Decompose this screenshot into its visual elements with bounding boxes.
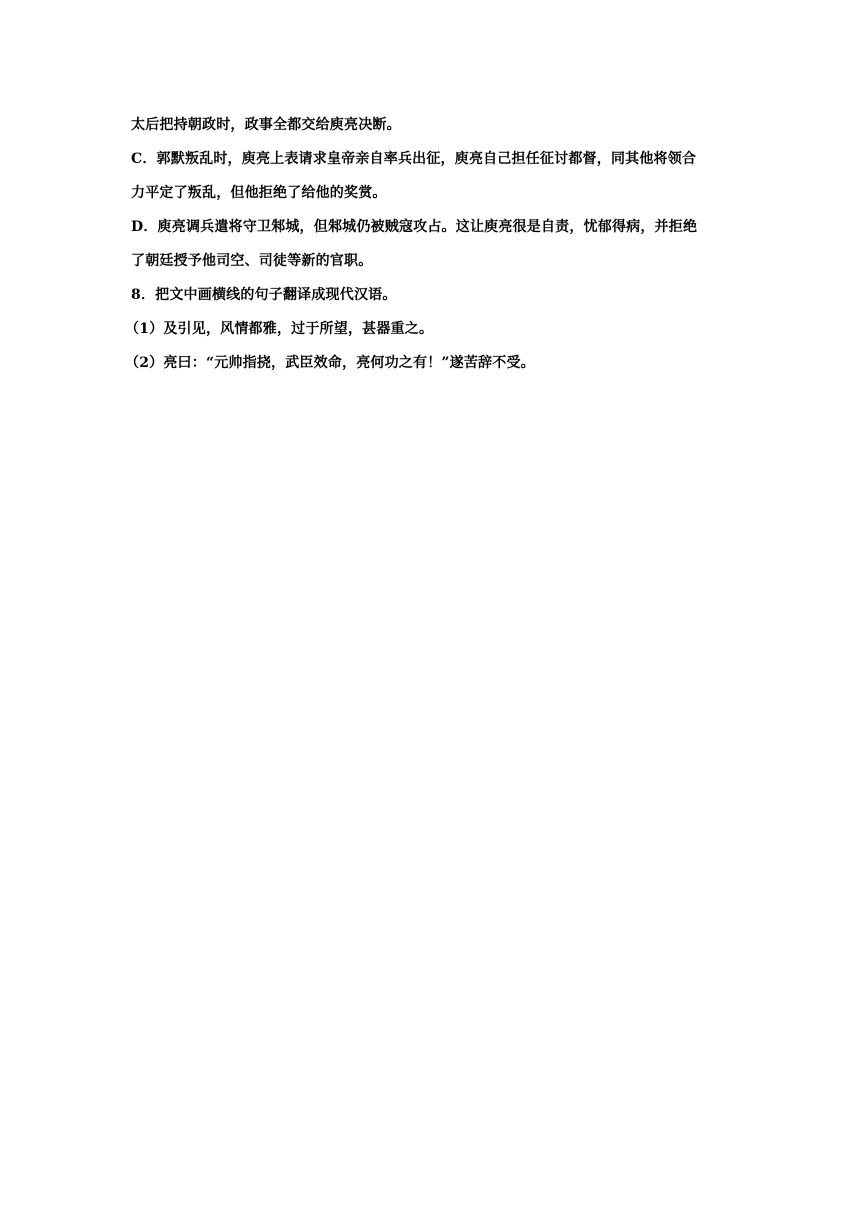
text-line-option-b-end: 太后把持朝政时，政事全都交给庾亮决断。 <box>131 117 401 133</box>
text-line-option-d: D．庾亮调兵遣将守卫邾城，但邾城仍被贼寇攻占。这让庾亮很是自责，忧郁得病，并拒绝 <box>131 219 698 235</box>
text-line-option-c: C．郭默叛乱时，庾亮上表请求皇帝亲自率兵出征，庾亮自己担任征讨都督，同其他将领合 <box>131 151 697 167</box>
question-8-item-2: （2）亮曰：“元帅指挠，武臣效命，亮何功之有！”遂苦辞不受。 <box>125 355 535 371</box>
text-line-option-d-cont: 了朝廷授予他司空、司徒等新的官职。 <box>131 253 373 269</box>
question-8-heading: 8．把文中画横线的句子翻译成现代汉语。 <box>131 287 397 303</box>
text-line-option-c-cont: 力平定了叛乱，但他拒绝了给他的奖赏。 <box>131 185 387 201</box>
question-8-item-1: （1）及引见，风情都雅，过于所望，甚器重之。 <box>125 321 434 337</box>
document-body <box>125 108 741 380</box>
